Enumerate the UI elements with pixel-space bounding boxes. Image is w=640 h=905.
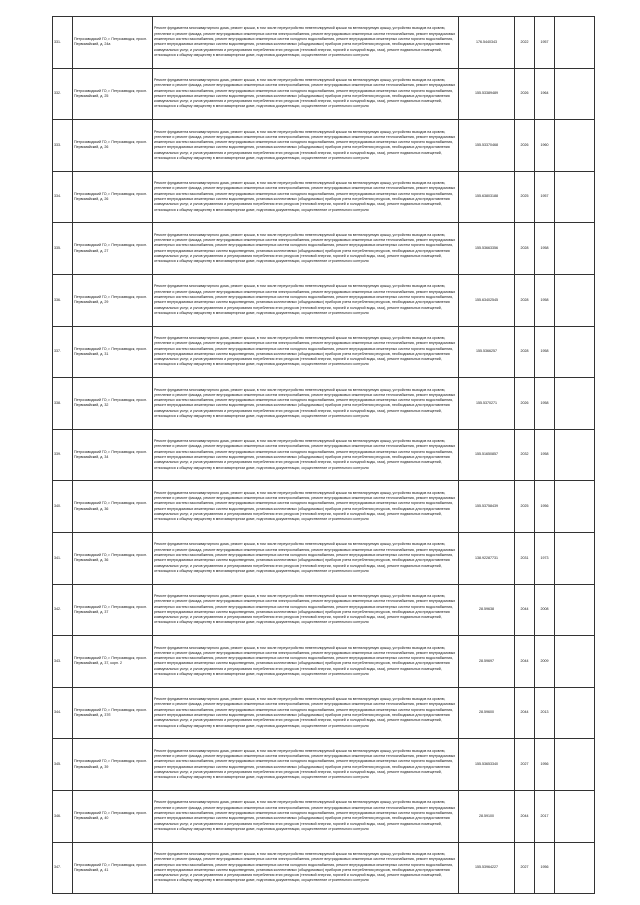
building-address: Петрозаводский ГО, г. Петрозаводск, просп. Первомайский, д. 34: [73, 429, 153, 481]
table-row: [53, 842, 595, 894]
building-area-value: 138.92287731: [459, 532, 515, 584]
repair-work-list: Ремонт фундамента многоквартирного дома, ремонт крыши, в том числе переустройство невентилируемой крыши на вентилируемую крышу, устройство выходов на кровлю, утепление и ремонт фасада, ремонт внутридомовых инженерных систем электроснабжения, ремонт внутридомовых инженерных систем теплоснабжения, ремонт внутридомовых инженерных систем газоснабжения, ремонт внутридомовых инженерных систем холодного водоснабжения, ремонт внутридомовых инженерных систем горячего водоснабжения, ремонт внутридомовых инженерных систем водоотведения, установка коллективных (общедомовых) приборов учета потребления ресурсов, необходимых для предоставления коммунальных услуг, и узлов управления и регулирования потребления этих ресурсов (тепловой энергии, горячей и холодной воды, газа), ремонт подвальных помещений, относящихся к общему имуществу в многоквартирном доме, подготовка документации, осуществление строительного контроля: [153, 171, 459, 223]
empty-cell: [555, 326, 595, 378]
planned-year: 2027: [515, 739, 535, 791]
building-area-value: 155.53389489: [459, 68, 515, 120]
building-area-value: 155.5370271: [459, 378, 515, 430]
construction-year: 2009: [535, 636, 555, 688]
planned-year: 2025: [515, 481, 535, 533]
table-row: [53, 68, 595, 120]
row-number: 338.: [53, 378, 73, 430]
row-number: 333.: [53, 120, 73, 172]
repair-work-list: Ремонт фундамента многоквартирного дома, ремонт крыши, в том числе переустройство невентилируемой крыши на вентилируемую крышу, устройство выходов на кровлю, утепление и ремонт фасада, ремонт внутридомовых инженерных систем электроснабжения, ремонт внутридомовых инженерных систем теплоснабжения, ремонт внутридомовых инженерных систем газоснабжения, ремонт внутридомовых инженерных систем холодного водоснабжения, ремонт внутридомовых инженерных систем горячего водоснабжения, ремонт внутридомовых инженерных систем водоотведения, установка коллективных (общедомовых) приборов учета потребления ресурсов, необходимых для предоставления коммунальных услуг, и узлов управления и регулирования потребления этих ресурсов (тепловой энергии, горячей и холодной воды, газа), ремонт подвальных помещений, относящихся к общему имуществу в многоквартирном доме, подготовка документации, осуществление строительного контроля: [153, 68, 459, 120]
planned-year: 2025: [515, 171, 535, 223]
planned-year: 2031: [515, 532, 535, 584]
row-number: 334.: [53, 171, 73, 223]
building-address: Петрозаводский ГО, г. Петрозаводск, просп. Первомайский, д. 32: [73, 378, 153, 430]
building-address: Петрозаводский ГО, г. Петрозаводск, просп. Первомайский, д. 24а: [73, 17, 153, 69]
building-area-value: 155.53663356: [459, 223, 515, 275]
empty-cell: [555, 120, 595, 172]
row-number: 343.: [53, 636, 73, 688]
planned-year: 2044: [515, 636, 535, 688]
building-address: Петрозаводский ГО, г. Петрозаводск, просп. Первомайский, д. 36: [73, 532, 153, 584]
table-row: [53, 532, 595, 584]
row-number: 340.: [53, 481, 73, 533]
row-number: 336.: [53, 274, 73, 326]
building-address: Петрозаводский ГО, г. Петрозаводск, просп. Первомайский, д. 37, корп. 2: [73, 636, 153, 688]
table-row: [53, 687, 595, 739]
planned-year: 2022: [515, 17, 535, 69]
construction-year: 1956: [535, 739, 555, 791]
building-address: Петрозаводский ГО, г. Петрозаводск, просп. Первомайский, д. 41: [73, 842, 153, 894]
planned-year: 2027: [515, 842, 535, 894]
repair-work-list: Ремонт фундамента многоквартирного дома, ремонт крыши, в том числе переустройство невентилируемой крыши на вентилируемую крышу, устройство выходов на кровлю, утепление и ремонт фасада, ремонт внутридомовых инженерных систем электроснабжения, ремонт внутридомовых инженерных систем теплоснабжения, ремонт внутридомовых инженерных систем газоснабжения, ремонт внутридомовых инженерных систем холодного водоснабжения, ремонт внутридомовых инженерных систем горячего водоснабжения, ремонт внутридомовых инженерных систем водоотведения, установка коллективных (общедомовых) приборов учета потребления ресурсов, необходимых для предоставления коммунальных услуг, и узлов управления и регулирования потребления этих ресурсов (тепловой энергии, горячей и холодной воды, газа), ремонт подвальных помещений, относящихся к общему имуществу в многоквартирном доме, подготовка документации, осуществление строительного контроля: [153, 378, 459, 430]
row-number: 337.: [53, 326, 73, 378]
row-number: 341.: [53, 532, 73, 584]
empty-cell: [555, 636, 595, 688]
register-sheet: [52, 16, 594, 894]
empty-cell: [555, 68, 595, 120]
planned-year: 2044: [515, 584, 535, 636]
row-number: 345.: [53, 739, 73, 791]
empty-cell: [555, 790, 595, 842]
empty-cell: [555, 171, 595, 223]
table-row: [53, 378, 595, 430]
building-address: Петрозаводский ГО, г. Петрозаводск, просп. Первомайский, д. 31: [73, 326, 153, 378]
row-number: 331.: [53, 17, 73, 69]
construction-year: 1956: [535, 842, 555, 894]
repair-work-list: Ремонт фундамента многоквартирного дома, ремонт крыши, в том числе переустройство невентилируемой крыши на вентилируемую крышу, устройство выходов на кровлю, утепление и ремонт фасада, ремонт внутридомовых инженерных систем электроснабжения, ремонт внутридомовых инженерных систем теплоснабжения, ремонт внутридомовых инженерных систем газоснабжения, ремонт внутридомовых инженерных систем холодного водоснабжения, ремонт внутридомовых инженерных систем горячего водоснабжения, ремонт внутридомовых инженерных систем водоотведения, установка коллективных (общедомовых) приборов учета потребления ресурсов, необходимых для предоставления коммунальных услуг, и узлов управления и регулирования потребления этих ресурсов (тепловой энергии, горячей и холодной воды, газа), ремонт подвальных помещений, относящихся к общему имуществу в многоквартирном доме, подготовка документации, осуществление строительного контроля: [153, 120, 459, 172]
building-area-value: 155.63402545: [459, 274, 515, 326]
construction-year: 1960: [535, 120, 555, 172]
table-row: [53, 739, 595, 791]
table-body: [53, 17, 595, 894]
row-number: 342.: [53, 584, 73, 636]
repair-work-list: Ремонт фундамента многоквартирного дома, ремонт крыши, в том числе переустройство невентилируемой крыши на вентилируемую крышу, устройство выходов на кровлю, утепление и ремонт фасада, ремонт внутридомовых инженерных систем электроснабжения, ремонт внутридомовых инженерных систем теплоснабжения, ремонт внутридомовых инженерных систем газоснабжения, ремонт внутридомовых инженерных систем холодного водоснабжения, ремонт внутридомовых инженерных систем горячего водоснабжения, ремонт внутридомовых инженерных систем водоотведения, установка коллективных (общедомовых) приборов учета потребления ресурсов, необходимых для предоставления коммунальных услуг, и узлов управления и регулирования потребления этих ресурсов (тепловой энергии, горячей и холодной воды, газа), ремонт подвальных помещений, относящихся к общему имуществу в многоквартирном доме, подготовка документации, осуществление строительного контроля: [153, 842, 459, 894]
construction-year: 1958: [535, 274, 555, 326]
empty-cell: [555, 687, 595, 739]
empty-cell: [555, 274, 595, 326]
building-area-value: 28.59100: [459, 790, 515, 842]
planned-year: 2044: [515, 687, 535, 739]
construction-year: 1958: [535, 378, 555, 430]
repair-work-list: Ремонт фундамента многоквартирного дома, ремонт крыши, в том числе переустройство невентилируемой крыши на вентилируемую крышу, устройство выходов на кровлю, утепление и ремонт фасада, ремонт внутридомовых инженерных систем электроснабжения, ремонт внутридомовых инженерных систем теплоснабжения, ремонт внутридомовых инженерных систем газоснабжения, ремонт внутридомовых инженерных систем холодного водоснабжения, ремонт внутридомовых инженерных систем горячего водоснабжения, ремонт внутридомовых инженерных систем водоотведения, установка коллективных (общедомовых) приборов учета потребления ресурсов, необходимых для предоставления коммунальных услуг, и узлов управления и регулирования потребления этих ресурсов (тепловой энергии, горячей и холодной воды, газа), ремонт подвальных помещений, относящихся к общему имуществу в многоквартирном доме, подготовка документации, осуществление строительного контроля: [153, 790, 459, 842]
planned-year: 2026: [515, 120, 535, 172]
construction-year: 2013: [535, 687, 555, 739]
repair-work-list: Ремонт фундамента многоквартирного дома, ремонт крыши, в том числе переустройство невентилируемой крыши на вентилируемую крышу, устройство выходов на кровлю, утепление и ремонт фасада, ремонт внутридомовых инженерных систем электроснабжения, ремонт внутридомовых инженерных систем теплоснабжения, ремонт внутридомовых инженерных систем газоснабжения, ремонт внутридомовых инженерных систем холодного водоснабжения, ремонт внутридомовых инженерных систем горячего водоснабжения, ремонт внутридомовых инженерных систем водоотведения, установка коллективных (общедомовых) приборов учета потребления ресурсов, необходимых для предоставления коммунальных услуг, и узлов управления и регулирования потребления этих ресурсов (тепловой энергии, горячей и холодной воды, газа), ремонт подвальных помещений, относящихся к общему имуществу в многоквартирном доме, подготовка документации, осуществление строительного контроля: [153, 274, 459, 326]
empty-cell: [555, 532, 595, 584]
table-row: [53, 636, 595, 688]
construction-year: 1958: [535, 223, 555, 275]
construction-year: 1956: [535, 481, 555, 533]
repair-work-list: Ремонт фундамента многоквартирного дома, ремонт крыши, в том числе переустройство невентилируемой крыши на вентилируемую крышу, устройство выходов на кровлю, утепление и ремонт фасада, ремонт внутридомовых инженерных систем электроснабжения, ремонт внутридомовых инженерных систем теплоснабжения, ремонт внутридомовых инженерных систем газоснабжения, ремонт внутридомовых инженерных систем холодного водоснабжения, ремонт внутридомовых инженерных систем горячего водоснабжения, ремонт внутридомовых инженерных систем водоотведения, установка коллективных (общедомовых) приборов учета потребления ресурсов, необходимых для предоставления коммунальных услуг, и узлов управления и регулирования потребления этих ресурсов (тепловой энергии, горячей и холодной воды, газа), ремонт подвальных помещений, относящихся к общему имуществу в многоквартирном доме, подготовка документации, осуществление строительного контроля: [153, 223, 459, 275]
empty-cell: [555, 739, 595, 791]
building-area-value: 28.59638: [459, 584, 515, 636]
building-address: Петрозаводский ГО, г. Петрозаводск, просп. Первомайский, д. 26: [73, 120, 153, 172]
planned-year: 2028: [515, 326, 535, 378]
building-address: Петрозаводский ГО, г. Петрозаводск, просп. Первомайский, д. 37: [73, 584, 153, 636]
building-area-value: 176.5440343: [459, 17, 515, 69]
building-address: Петрозаводский ГО, г. Петрозаводск, просп. Первомайский, д. 39: [73, 739, 153, 791]
planned-year: 2044: [515, 790, 535, 842]
empty-cell: [555, 378, 595, 430]
construction-year: 1958: [535, 429, 555, 481]
construction-year: 1973: [535, 532, 555, 584]
empty-cell: [555, 429, 595, 481]
table-row: [53, 171, 595, 223]
empty-cell: [555, 584, 595, 636]
building-area-value: 155.63803188: [459, 171, 515, 223]
table-row: [53, 481, 595, 533]
repair-work-list: Ремонт фундамента многоквартирного дома, ремонт крыши, в том числе переустройство невентилируемой крыши на вентилируемую крышу, устройство выходов на кровлю, утепление и ремонт фасада, ремонт внутридомовых инженерных систем электроснабжения, ремонт внутридомовых инженерных систем теплоснабжения, ремонт внутридомовых инженерных систем газоснабжения, ремонт внутридомовых инженерных систем холодного водоснабжения, ремонт внутридомовых инженерных систем горячего водоснабжения, ремонт внутридомовых инженерных систем водоотведения, установка коллективных (общедомовых) приборов учета потребления ресурсов, необходимых для предоставления коммунальных услуг, и узлов управления и регулирования потребления этих ресурсов (тепловой энергии, горячей и холодной воды, газа), ремонт подвальных помещений, относящихся к общему имуществу в многоквартирном доме, подготовка документации, осуществление строительного контроля: [153, 739, 459, 791]
repair-work-list: Ремонт фундамента многоквартирного дома, ремонт крыши, в том числе переустройство невентилируемой крыши на вентилируемую крышу, устройство выходов на кровлю, утепление и ремонт фасада, ремонт внутридомовых инженерных систем электроснабжения, ремонт внутридомовых инженерных систем теплоснабжения, ремонт внутридомовых инженерных систем газоснабжения, ремонт внутридомовых инженерных систем холодного водоснабжения, ремонт внутридомовых инженерных систем горячего водоснабжения, ремонт внутридомовых инженерных систем водоотведения, установка коллективных (общедомовых) приборов учета потребления ресурсов, необходимых для предоставления коммунальных услуг, и узлов управления и регулирования потребления этих ресурсов (тепловой энергии, горячей и холодной воды, газа), ремонт подвальных помещений, относящихся к общему имуществу в многоквартирном доме, подготовка документации, осуществление строительного контроля: [153, 429, 459, 481]
building-area-value: 155.53370468: [459, 120, 515, 172]
construction-year: 1958: [535, 326, 555, 378]
row-number: 347.: [53, 842, 73, 894]
building-area-value: 155.53653340: [459, 739, 515, 791]
construction-year: 1957: [535, 17, 555, 69]
building-address: Петрозаводский ГО, г. Петрозаводск, просп. Первомайский, д. 36: [73, 481, 153, 533]
construction-year: 1957: [535, 171, 555, 223]
table-row: [53, 274, 595, 326]
empty-cell: [555, 842, 595, 894]
construction-year: 1964: [535, 68, 555, 120]
table-row: [53, 790, 595, 842]
planned-year: 2026: [515, 68, 535, 120]
planned-year: 2028: [515, 274, 535, 326]
construction-year: 2008: [535, 584, 555, 636]
construction-year: 2017: [535, 790, 555, 842]
table-row: [53, 326, 595, 378]
building-address: Петрозаводский ГО, г. Петрозаводск, просп. Первомайский, д. 25: [73, 68, 153, 120]
table-row: [53, 223, 595, 275]
building-area-value: 155.5366257: [459, 326, 515, 378]
row-number: 346.: [53, 790, 73, 842]
building-area-value: 155.53758439: [459, 481, 515, 533]
repair-work-list: Ремонт фундамента многоквартирного дома, ремонт крыши, в том числе переустройство невентилируемой крыши на вентилируемую крышу, устройство выходов на кровлю, утепление и ремонт фасада, ремонт внутридомовых инженерных систем электроснабжения, ремонт внутридомовых инженерных систем теплоснабжения, ремонт внутридомовых инженерных систем газоснабжения, ремонт внутридомовых инженерных систем холодного водоснабжения, ремонт внутридомовых инженерных систем горячего водоснабжения, ремонт внутридомовых инженерных систем водоотведения, установка коллективных (общедомовых) приборов учета потребления ресурсов, необходимых для предоставления коммунальных услуг, и узлов управления и регулирования потребления этих ресурсов (тепловой энергии, горячей и холодной воды, газа), ремонт подвальных помещений, относящихся к общему имуществу в многоквартирном доме, подготовка документации, осуществление строительного контроля: [153, 636, 459, 688]
repair-work-list: Ремонт фундамента многоквартирного дома, ремонт крыши, в том числе переустройство невентилируемой крыши на вентилируемую крышу, устройство выходов на кровлю, утепление и ремонт фасада, ремонт внутридомовых инженерных систем электроснабжения, ремонт внутридомовых инженерных систем теплоснабжения, ремонт внутридомовых инженерных систем газоснабжения, ремонт внутридомовых инженерных систем холодного водоснабжения, ремонт внутридомовых инженерных систем горячего водоснабжения, ремонт внутридомовых инженерных систем водоотведения, установка коллективных (общедомовых) приборов учета потребления ресурсов, необходимых для предоставления коммунальных услуг, и узлов управления и регулирования потребления этих ресурсов (тепловой энергии, горячей и холодной воды, газа), ремонт подвальных помещений, относящихся к общему имуществу в многоквартирном доме, подготовка документации, осуществление строительного контроля: [153, 687, 459, 739]
repair-work-list: Ремонт фундамента многоквартирного дома, ремонт крыши, в том числе переустройство невентилируемой крыши на вентилируемую крышу, устройство выходов на кровлю, утепление и ремонт фасада, ремонт внутридомовых инженерных систем электроснабжения, ремонт внутридомовых инженерных систем теплоснабжения, ремонт внутридомовых инженерных систем газоснабжения, ремонт внутридомовых инженерных систем холодного водоснабжения, ремонт внутридомовых инженерных систем горячего водоснабжения, ремонт внутридомовых инженерных систем водоотведения, установка коллективных (общедомовых) приборов учета потребления ресурсов, необходимых для предоставления коммунальных услуг, и узлов управления и регулирования потребления этих ресурсов (тепловой энергии, горячей и холодной воды, газа), ремонт подвальных помещений, относящихся к общему имуществу в многоквартирном доме, подготовка документации, осуществление строительного контроля: [153, 584, 459, 636]
building-address: Петрозаводский ГО, г. Петрозаводск, просп. Первомайский, д. 37б: [73, 687, 153, 739]
building-address: Петрозаводский ГО, г. Петрозаводск, просп. Первомайский, д. 29: [73, 274, 153, 326]
table-row: [53, 120, 595, 172]
table-row: [53, 17, 595, 69]
row-number: 332.: [53, 68, 73, 120]
empty-cell: [555, 481, 595, 533]
building-area-value: 28.59697: [459, 636, 515, 688]
empty-cell: [555, 17, 595, 69]
building-address: Петрозаводский ГО, г. Петрозаводск, просп. Первомайский, д. 26: [73, 171, 153, 223]
planned-year: 2028: [515, 223, 535, 275]
table-row: [53, 429, 595, 481]
repair-work-list: Ремонт фундамента многоквартирного дома, ремонт крыши, в том числе переустройство невентилируемой крыши на вентилируемую крышу, устройство выходов на кровлю, утепление и ремонт фасада, ремонт внутридомовых инженерных систем электроснабжения, ремонт внутридомовых инженерных систем теплоснабжения, ремонт внутридомовых инженерных систем газоснабжения, ремонт внутридомовых инженерных систем холодного водоснабжения, ремонт внутридомовых инженерных систем горячего водоснабжения, ремонт внутридомовых инженерных систем водоотведения, установка коллективных (общедомовых) приборов учета потребления ресурсов, необходимых для предоставления коммунальных услуг, и узлов управления и регулирования потребления этих ресурсов (тепловой энергии, горячей и холодной воды, газа), ремонт подвальных помещений, относящихся к общему имуществу в многоквартирном доме, подготовка документации, осуществление строительного контроля: [153, 532, 459, 584]
repair-work-list: Ремонт фундамента многоквартирного дома, ремонт крыши, в том числе переустройство невентилируемой крыши на вентилируемую крышу, устройство выходов на кровлю, утепление и ремонт фасада, ремонт внутридомовых инженерных систем электроснабжения, ремонт внутридомовых инженерных систем теплоснабжения, ремонт внутридомовых инженерных систем газоснабжения, ремонт внутридомовых инженерных систем холодного водоснабжения, ремонт внутридомовых инженерных систем горячего водоснабжения, ремонт внутридомовых инженерных систем водоотведения, установка коллективных (общедомовых) приборов учета потребления ресурсов, необходимых для предоставления коммунальных услуг, и узлов управления и регулирования потребления этих ресурсов (тепловой энергии, горячей и холодной воды, газа), ремонт подвальных помещений, относящихся к общему имуществу в многоквартирном доме, подготовка документации, осуществление строительного контроля: [153, 481, 459, 533]
row-number: 339.: [53, 429, 73, 481]
row-number: 344.: [53, 687, 73, 739]
row-number: 335.: [53, 223, 73, 275]
housing-repair-table: [52, 16, 595, 894]
repair-work-list: Ремонт фундамента многоквартирного дома, ремонт крыши, в том числе переустройство невентилируемой крыши на вентилируемую крышу, устройство выходов на кровлю, утепление и ремонт фасада, ремонт внутридомовых инженерных систем электроснабжения, ремонт внутридомовых инженерных систем теплоснабжения, ремонт внутридомовых инженерных систем газоснабжения, ремонт внутридомовых инженерных систем холодного водоснабжения, ремонт внутридомовых инженерных систем горячего водоснабжения, ремонт внутридомовых инженерных систем водоотведения, установка коллективных (общедомовых) приборов учета потребления ресурсов, необходимых для предоставления коммунальных услуг, и узлов управления и регулирования потребления этих ресурсов (тепловой энергии, горячей и холодной воды, газа), ремонт подвальных помещений, относящихся к общему имуществу в многоквартирном доме, подготовка документации, осуществление строительного контроля: [153, 17, 459, 69]
empty-cell: [555, 223, 595, 275]
planned-year: 2026: [515, 378, 535, 430]
building-area-value: 155.51650857: [459, 429, 515, 481]
repair-work-list: Ремонт фундамента многоквартирного дома, ремонт крыши, в том числе переустройство невентилируемой крыши на вентилируемую крышу, устройство выходов на кровлю, утепление и ремонт фасада, ремонт внутридомовых инженерных систем электроснабжения, ремонт внутридомовых инженерных систем теплоснабжения, ремонт внутридомовых инженерных систем газоснабжения, ремонт внутридомовых инженерных систем холодного водоснабжения, ремонт внутридомовых инженерных систем горячего водоснабжения, ремонт внутридомовых инженерных систем водоотведения, установка коллективных (общедомовых) приборов учета потребления ресурсов, необходимых для предоставления коммунальных услуг, и узлов управления и регулирования потребления этих ресурсов (тепловой энергии, горячей и холодной воды, газа), ремонт подвальных помещений, относящихся к общему имуществу в многоквартирном доме, подготовка документации, осуществление строительного контроля: [153, 326, 459, 378]
building-area-value: 28.59600: [459, 687, 515, 739]
planned-year: 2032: [515, 429, 535, 481]
building-address: Петрозаводский ГО, г. Петрозаводск, просп. Первомайский, д. 40: [73, 790, 153, 842]
table-row: [53, 584, 595, 636]
building-area-value: 155.53964227: [459, 842, 515, 894]
building-address: Петрозаводский ГО, г. Петрозаводск, просп. Первомайский, д. 27: [73, 223, 153, 275]
